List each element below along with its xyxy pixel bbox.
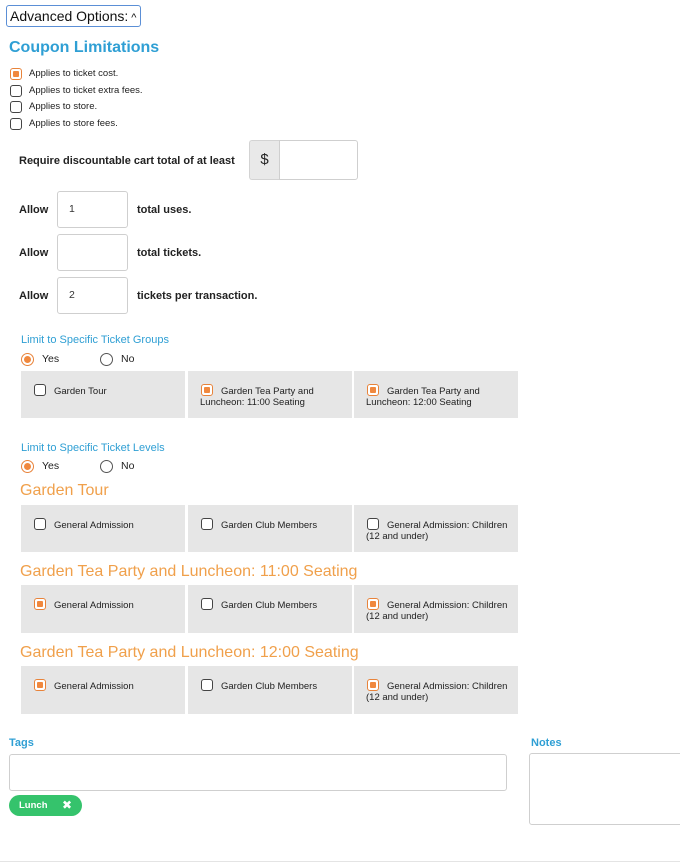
tags-input[interactable]	[9, 754, 507, 791]
chevron-up-icon: ^	[131, 12, 137, 24]
option-label: Applies to store fees.	[29, 118, 118, 129]
ticket-level-tile[interactable]	[354, 666, 518, 714]
tickets-per-transaction-input[interactable]: 2	[57, 277, 128, 314]
ticket-group-label: Garden Tour	[54, 386, 107, 397]
total-uses-input[interactable]: 1	[57, 191, 128, 228]
radio-button[interactable]	[21, 460, 34, 473]
radio-label: Yes	[42, 460, 60, 472]
ticket-level-checkbox[interactable]	[34, 518, 46, 530]
allow-label: Allow	[19, 290, 49, 302]
ticket-level-tile[interactable]	[354, 585, 518, 633]
ticket-level-checkbox[interactable]	[34, 598, 46, 610]
radio-label: Yes	[42, 353, 60, 365]
level-group-heading: Garden Tour	[20, 482, 109, 499]
option-label: Applies to ticket extra fees.	[29, 85, 143, 96]
ticket-level-checkbox[interactable]	[201, 598, 213, 610]
ticket-level-label: Garden Club Members	[221, 681, 318, 692]
notes-label: Notes	[531, 737, 562, 749]
tag-chip	[9, 795, 82, 816]
ticket-level-checkbox[interactable]	[201, 518, 213, 530]
ticket-level-label: General Admission	[54, 520, 134, 531]
ticket-group-label: Garden Tea Party and Luncheon: 11:00 Seating	[200, 386, 314, 408]
ticket-group-tea-1200[interactable]	[354, 371, 518, 418]
divider	[0, 861, 680, 862]
option-label: Applies to store.	[29, 101, 98, 112]
ticket-level-tile[interactable]	[188, 666, 352, 714]
ticket-levels-no-radio[interactable]	[100, 459, 134, 473]
tag-chip-label: Lunch	[19, 800, 48, 811]
allow-label: Allow	[19, 204, 49, 216]
ticket-level-label: General Admission: Children (12 and under)	[366, 600, 508, 622]
radio-button[interactable]	[21, 353, 34, 366]
notes-textarea[interactable]	[529, 753, 680, 825]
tickets-per-transaction-label: tickets per transaction.	[137, 290, 258, 302]
ticket-level-tile[interactable]	[21, 585, 185, 633]
applies-ticket-cost-option[interactable]	[10, 67, 118, 80]
remove-tag-icon[interactable]: ✖	[61, 798, 72, 812]
ticket-groups-yes-radio[interactable]	[21, 352, 59, 366]
ticket-groups-heading: Limit to Specific Ticket Groups	[21, 334, 169, 346]
cart-total-label: Require discountable cart total of at least	[19, 155, 235, 167]
currency-addon: $	[249, 140, 279, 180]
applies-ticket-fees-checkbox[interactable]	[10, 85, 22, 97]
cart-total-input[interactable]	[279, 140, 358, 180]
total-tickets-label: total tickets.	[137, 247, 202, 259]
option-label: Applies to ticket cost.	[29, 68, 119, 79]
ticket-level-tile[interactable]	[21, 666, 185, 714]
ticket-group-tea-1100[interactable]	[188, 371, 352, 418]
applies-store-fees-option[interactable]	[10, 117, 118, 130]
ticket-level-tile[interactable]	[21, 505, 185, 552]
total-uses-label: total uses.	[137, 204, 192, 216]
applies-store-checkbox[interactable]	[10, 101, 22, 113]
radio-label: No	[121, 460, 135, 472]
level-group-heading: Garden Tea Party and Luncheon: 11:00 Seating	[20, 563, 358, 580]
applies-store-fees-checkbox[interactable]	[10, 118, 22, 130]
tags-label: Tags	[9, 737, 34, 749]
ticket-level-label: General Admission: Children (12 and under)	[366, 681, 508, 703]
ticket-level-label: General Admission	[54, 681, 134, 692]
radio-button[interactable]	[100, 460, 113, 473]
advanced-options-toggle[interactable]	[6, 5, 141, 27]
ticket-levels-yes-radio[interactable]	[21, 459, 59, 473]
ticket-groups-no-radio[interactable]	[100, 352, 134, 366]
coupon-limitations-heading: Coupon Limitations	[9, 39, 160, 56]
advanced-options-label: Advanced Options:	[10, 8, 129, 24]
ticket-group-garden-tour[interactable]	[21, 371, 185, 418]
ticket-level-label: General Admission	[54, 600, 134, 611]
ticket-level-tile[interactable]	[188, 585, 352, 633]
applies-store-option[interactable]	[10, 100, 97, 113]
radio-button[interactable]	[100, 353, 113, 366]
radio-label: No	[121, 353, 135, 365]
ticket-level-tile[interactable]	[188, 505, 352, 552]
ticket-level-checkbox[interactable]	[201, 679, 213, 691]
applies-ticket-fees-option[interactable]	[10, 84, 143, 97]
applies-ticket-cost-checkbox[interactable]	[10, 68, 22, 80]
ticket-level-label: Garden Club Members	[221, 600, 318, 611]
ticket-group-checkbox[interactable]	[34, 384, 46, 396]
level-group-heading: Garden Tea Party and Luncheon: 12:00 Seating	[20, 644, 359, 661]
allow-label: Allow	[19, 247, 49, 259]
total-tickets-input[interactable]	[57, 234, 128, 271]
ticket-level-label: General Admission: Children (12 and under)	[366, 520, 508, 542]
ticket-level-checkbox[interactable]	[34, 679, 46, 691]
ticket-levels-heading: Limit to Specific Ticket Levels	[21, 442, 165, 454]
ticket-level-label: Garden Club Members	[221, 520, 318, 531]
ticket-level-tile[interactable]	[354, 505, 518, 552]
ticket-group-label: Garden Tea Party and Luncheon: 12:00 Seating	[366, 386, 480, 408]
